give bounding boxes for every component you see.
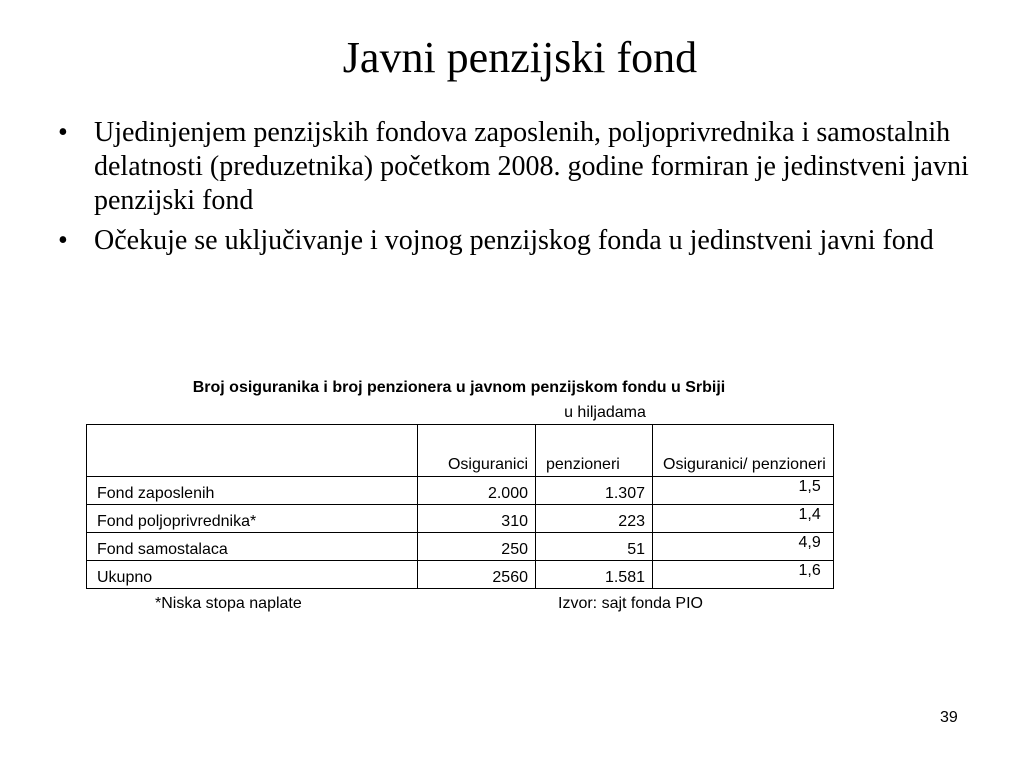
row-osiguranici: 2560 [418,561,536,589]
bullet-text: Očekuje se uključivanje i vojnog penzijskog fonda u jedinstveni javni fond [94,225,934,256]
row-penzioneri: 1.307 [536,477,653,505]
row-osiguranici: 2.000 [418,477,536,505]
row-penzioneri: 51 [536,533,653,561]
table-unit: u hiljadama [564,404,646,421]
row-penzioneri: 1.581 [536,561,653,589]
table-row [87,505,834,533]
bullet-item [52,116,972,218]
row-name: Ukupno [87,561,418,589]
row-name: Fond poljoprivrednika* [87,505,418,533]
row-ratio: 4,9 [653,533,834,561]
slide-title: Javni penzijski fond [342,33,698,82]
table-caption: Broj osiguranika i broj penzionera u javnom penzijskom fondu u Srbiji [192,379,726,396]
bullet-list [52,116,972,264]
row-penzioneri: 223 [536,505,653,533]
bullet-icon: • [58,117,68,148]
table-header-row [87,425,834,477]
table-footnote: *Niska stopa naplate [155,595,302,612]
row-osiguranici: 250 [418,533,536,561]
table-source: Izvor: sajt fonda PIO [558,595,703,612]
header-cell-empty [87,425,418,477]
bullet-item [52,224,972,258]
table-row [87,561,834,589]
row-ratio: 1,5 [653,477,834,505]
row-name: Fond zaposlenih [87,477,418,505]
row-ratio: 1,4 [653,505,834,533]
header-cell-penzioneri: penzioneri [536,425,653,477]
table-row [87,533,834,561]
header-cell-osiguranici: Osiguranici [418,425,536,477]
row-osiguranici: 310 [418,505,536,533]
bullet-text: Ujedinjenjem penzijskih fondova zaposlenih, poljoprivrednika i samostalnih delatnosti (preduzetnika) početkom 2008. godine formiran je jedinstveni javni penzijski fond [94,117,969,216]
row-name: Fond samostalaca [87,533,418,561]
pension-table [86,424,834,589]
row-ratio: 1,6 [653,561,834,589]
bullet-icon: • [58,225,68,256]
table-row [87,477,834,505]
page-number: 39 [940,709,958,726]
header-cell-ratio: Osiguranici/ penzioneri [653,425,834,477]
